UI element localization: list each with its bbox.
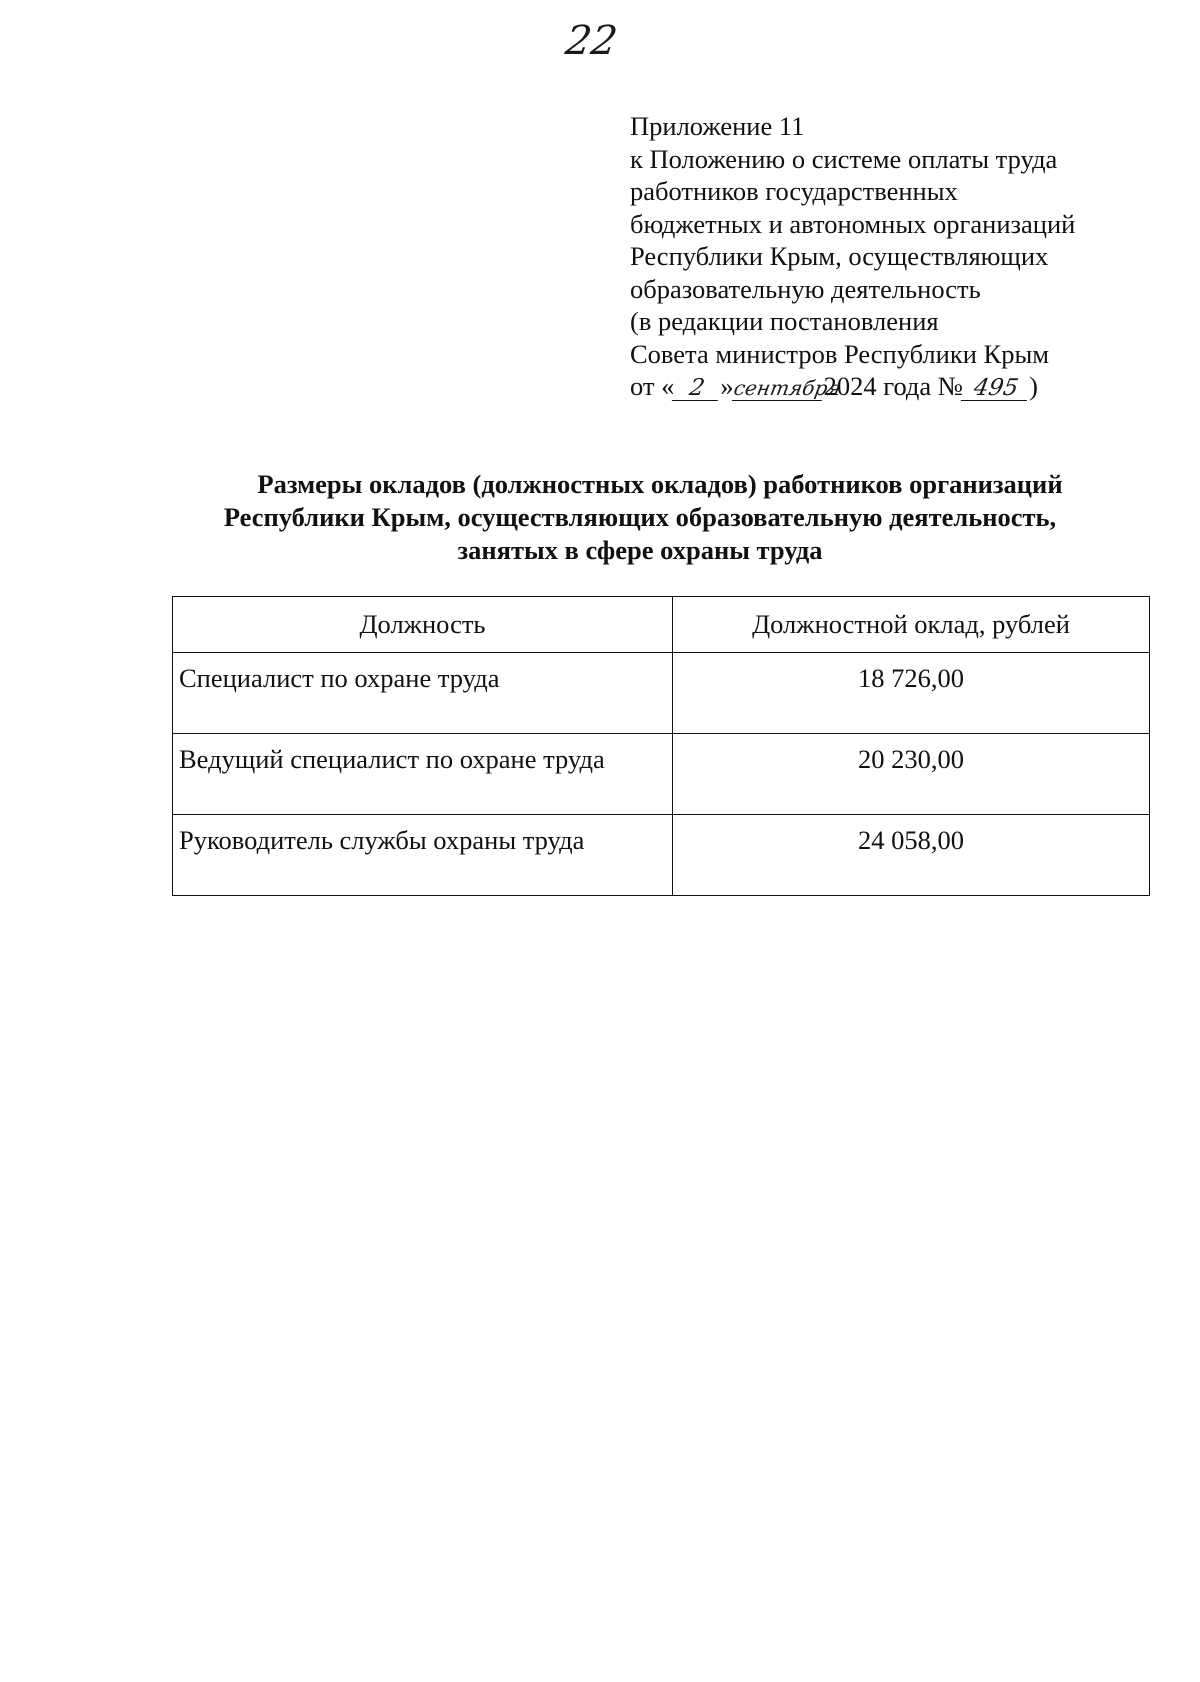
table-header-row [173,597,1150,653]
heading-line: Республики Крым, осуществляющих образовательную деятельность, [223,502,1057,532]
appendix-reference [630,110,1150,403]
appendix-line: Республики Крым, осуществляющих [630,241,1049,271]
heading-line: занятых в сфере охраны труда [457,535,823,565]
table-row [173,653,1150,734]
date-year: 2024 года № [823,371,964,401]
position-cell: Ведущий специалист по охране труда [173,734,673,815]
salary-table [172,596,1150,896]
appendix-line: Совета министров Республики Крым [630,338,1050,369]
salary-cell: 18 726,00 [673,653,1150,734]
handwritten-resolution-number: 495 [961,376,1031,401]
handwritten-day: 2 [672,376,722,401]
document-heading [160,468,1120,567]
appendix-title: Приложение 11 [630,111,805,141]
position-cell: Руководитель службы охраны труда [173,815,673,896]
salary-cell: 24 058,00 [673,815,1150,896]
appendix-line: (в редакции постановления [630,306,939,336]
position-cell: Специалист по охране труда [173,653,673,734]
table-row [173,815,1150,896]
appendix-line: образовательную деятельность [630,273,981,304]
appendix-line: к Положению о системе оплаты труда [630,143,1058,174]
column-header-position: Должность [173,597,673,653]
date-mid: » [720,371,734,401]
heading-line: Размеры окладов (должностных окладов) работников организаций [257,469,1063,499]
handwritten-page-number: 22 [562,18,621,64]
date-prefix: от « [630,371,675,401]
salary-cell: 20 230,00 [673,734,1150,815]
column-header-salary: Должностной оклад, рублей [673,597,1150,653]
table-row [173,734,1150,815]
date-close: ) [1029,371,1038,401]
appendix-line: работников государственных [630,176,958,206]
appendix-line: бюджетных и автономных организаций [630,208,1076,239]
handwritten-month: сентября [731,376,843,400]
resolution-date-line [630,370,1150,403]
